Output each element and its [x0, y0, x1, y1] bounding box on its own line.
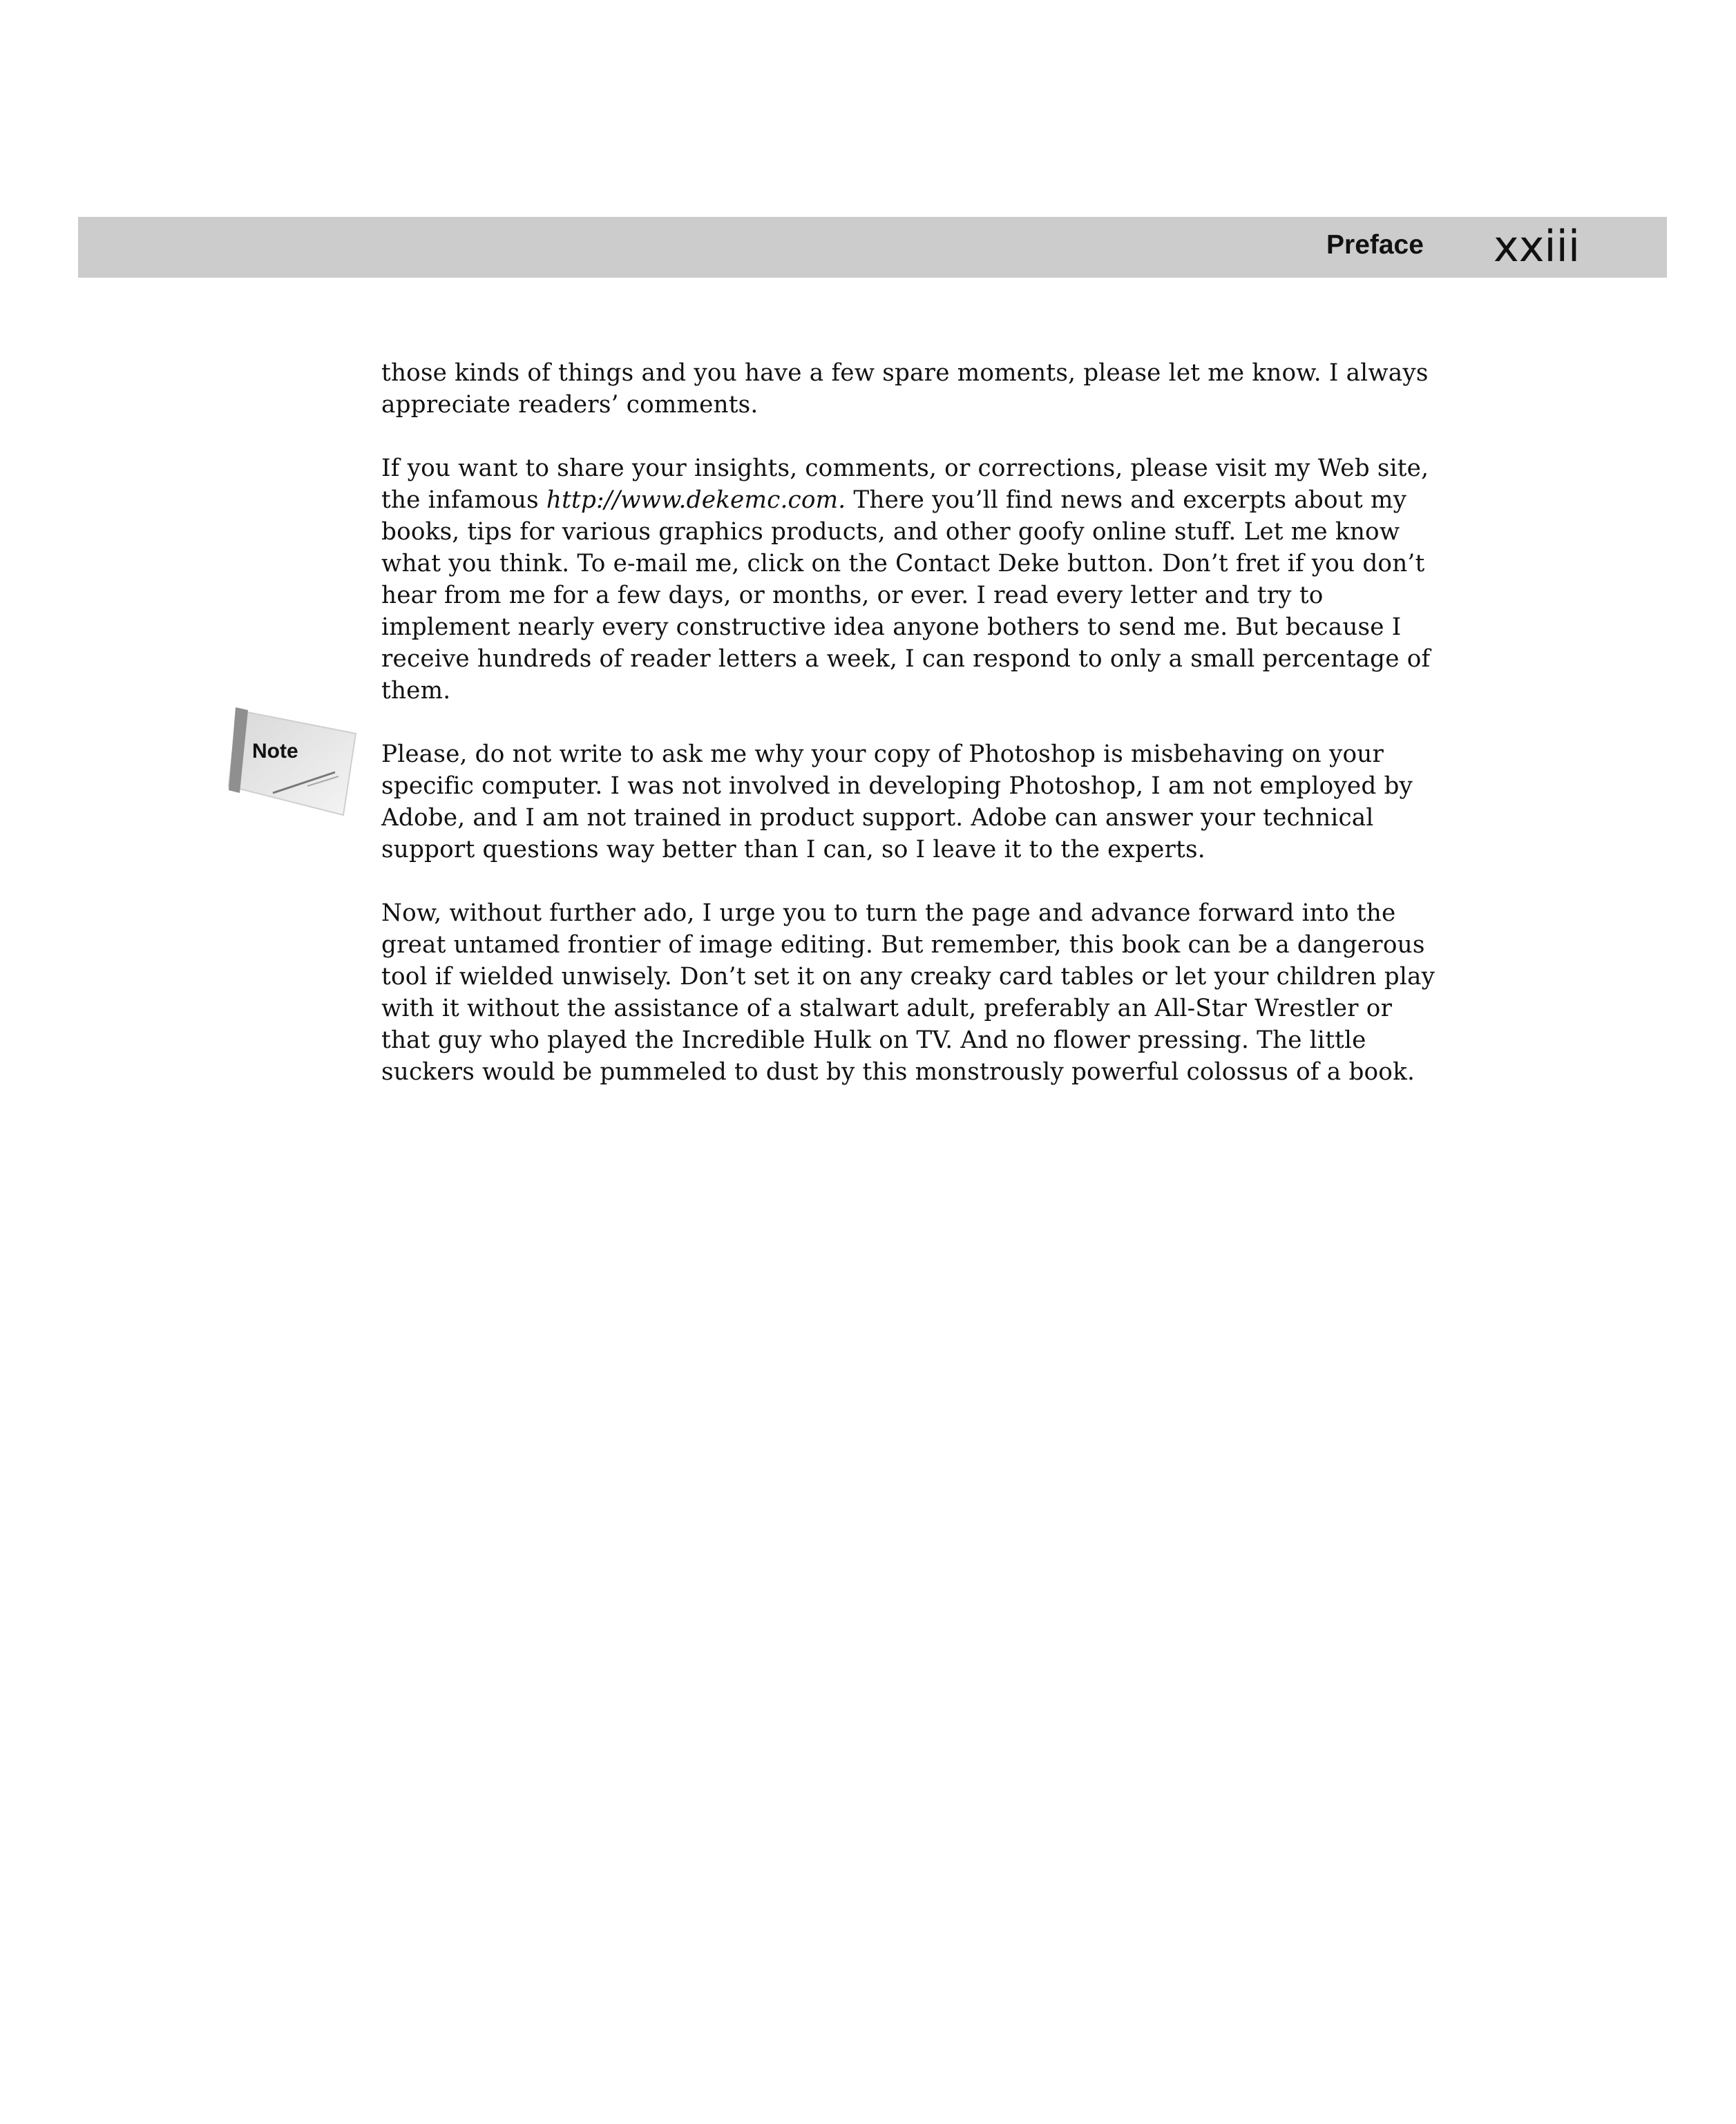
body-text: [381, 357, 1445, 1120]
running-header-bar: [78, 217, 1667, 278]
paragraph: Now, without further ado, I urge you to turn the page and advance forward into the great untamed frontier of image editing. But remember, this book can be a dangerous tool if wielded unwisely. Don’t set it on any creaky card tables or let your children play with it without the assistance of a stalwart adult, preferably an All-Star Wrestler or that guy who played the Incredible Hulk on TV. And no flower pressing. The little suckers would be pummeled to dust by this monstrously powerful colossus of a book.: [381, 899, 1435, 1086]
paragraph-text: If you want to share your insights, comments, or corrections, please visit my Web site, the infamous: [381, 455, 1429, 514]
note-paragraph: Please, do not write to ask me why your copy of Photoshop is misbehaving on your specific computer. I was not involved in developing Photoshop, I am not employed by Adobe, and I am not trained in product support. Adobe can answer your technical support questions way better than I can, so I leave it to the experts.: [381, 740, 1413, 863]
page-number: xxiii: [1494, 221, 1581, 271]
paragraph: those kinds of things and you have a few spare moments, please let me know. I always appreciate readers’ comments.: [381, 359, 1429, 419]
paragraph: [381, 452, 1445, 707]
section-title: Preface: [1326, 230, 1424, 260]
paragraph-text: There you’ll find news and excerpts about my books, tips for various graphics products, and other goofy online stuff. Let me know what you think. To e-mail me, click on the Contact Deke button. Don’t fret if you don’t hear from me for a few days, or months, or ever. I read every letter and try to implement nearly every constructive idea anyone bothers to send me. But because I receive hundreds of reader letters a week, I can respond to only a small percentage of them.: [381, 486, 1431, 705]
website-url: http://www.dekemc.com.: [546, 486, 846, 514]
note-label: Note: [252, 740, 298, 763]
